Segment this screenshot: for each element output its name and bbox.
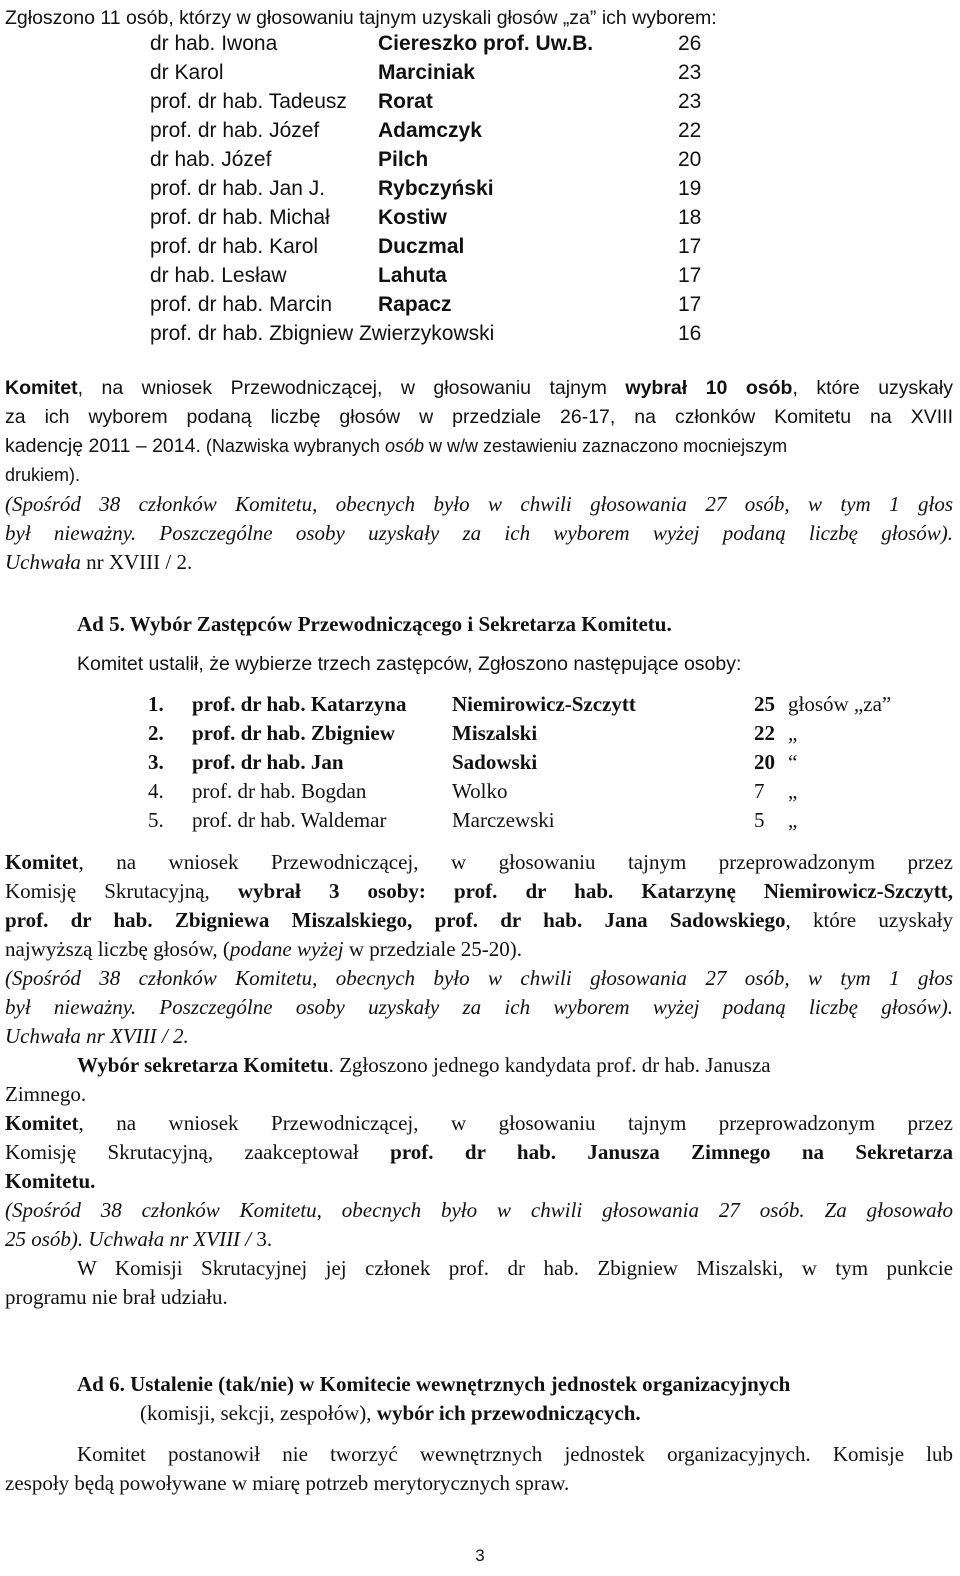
deputy-surname: Wolko bbox=[452, 779, 508, 803]
candidate-surname: Rorat bbox=[378, 90, 433, 113]
candidate-title: dr hab. Iwona bbox=[150, 32, 278, 55]
candidate-row bbox=[0, 319, 960, 348]
candidate-votes: 17 bbox=[678, 264, 702, 287]
candidate-row bbox=[0, 116, 960, 145]
candidate-row bbox=[0, 174, 960, 203]
candidate-title: prof. dr hab. Karol bbox=[150, 235, 319, 258]
candidate-title: prof. dr hab. Zbigniew Zwierzykowski bbox=[150, 322, 495, 345]
candidate-title: prof. dr hab. Marcin bbox=[150, 293, 333, 316]
candidate-row bbox=[0, 29, 960, 58]
ad6-heading-line-1: Ad 6. Ustalenie (tak/nie) w Komitecie wewnętrznych jednostek organizacyjnych bbox=[77, 1372, 791, 1396]
deputy-title: prof. dr hab. Katarzyna bbox=[192, 692, 407, 716]
ad5-p2-line-3: prof. dr hab. Zbigniewa Miszalskiego, prof. dr hab. Jana Sadowskiego, które uzyskały bbox=[5, 908, 954, 932]
deputy-surname: Sadowski bbox=[452, 750, 538, 774]
paragraph-1-line-6: był nieważny. Poszczególne osoby uzyskały za ich wyborem wyżej podaną liczbę głosów). bbox=[5, 521, 953, 545]
candidate-surname: Marciniak bbox=[378, 61, 475, 84]
deputy-surname: Marczewski bbox=[452, 808, 555, 832]
candidate-votes: 17 bbox=[678, 293, 702, 316]
candidate-row bbox=[0, 290, 960, 319]
ad5-p2-line-5: (Spośród 38 członków Komitetu, obecnych było w chwili głosowania 27 osób, w tym 1 głos bbox=[5, 966, 953, 990]
deputy-number: 1. bbox=[148, 692, 164, 716]
deputy-candidate-row bbox=[0, 748, 960, 777]
candidate-row bbox=[0, 58, 960, 87]
secretary-line-2: Zimnego. bbox=[5, 1082, 87, 1106]
candidate-surname: Kostiw bbox=[378, 206, 447, 229]
candidate-surname: Ciereszko prof. Uw.B. bbox=[378, 32, 594, 55]
deputy-number: 2. bbox=[148, 721, 164, 745]
candidate-surname: Pilch bbox=[378, 148, 429, 171]
candidate-votes: 18 bbox=[678, 206, 702, 229]
candidate-row bbox=[0, 261, 960, 290]
candidate-surname: Lahuta bbox=[378, 264, 447, 287]
ad5-p2-line-1: Komitet, na wniosek Przewodniczącej, w głosowaniu tajnym przeprowadzonym przez bbox=[5, 850, 953, 874]
candidate-surname: Rapacz bbox=[378, 293, 452, 316]
secretary-line-1: Wybór sekretarza Komitetu. Zgłoszono jednego kandydata prof. dr hab. Janusza bbox=[77, 1053, 771, 1077]
secretary-line-7: 25 osób). Uchwała nr XVIII / 3. bbox=[5, 1227, 273, 1251]
ad5-p2-line-4: najwyższą liczbę głosów, (podane wyżej w przedziale 25-20). bbox=[5, 937, 523, 961]
candidate-votes: 23 bbox=[678, 61, 702, 84]
candidate-votes: 16 bbox=[678, 322, 702, 345]
deputy-title: prof. dr hab. Jan bbox=[192, 750, 344, 774]
secretary-line-9: programu nie brał udziału. bbox=[5, 1285, 228, 1309]
secretary-line-4: Komisję Skrutacyjną, zaakceptował prof. dr hab. Janusza Zimnego na Sekretarza bbox=[5, 1140, 954, 1164]
intro-line: Zgłoszono 11 osób, którzy w głosowaniu tajnym uzyskali głosów „za” ich wyborem: bbox=[5, 7, 717, 29]
deputy-surname: Miszalski bbox=[452, 721, 538, 745]
candidate-row bbox=[0, 87, 960, 116]
deputy-votes: 20 bbox=[754, 750, 775, 774]
paragraph-1-line-1: Komitet, na wniosek Przewodniczącej, w głosowaniu tajnym wybrał 10 osób, które uzyskały bbox=[5, 377, 953, 399]
deputy-number: 5. bbox=[148, 808, 164, 832]
deputy-number: 4. bbox=[148, 779, 164, 803]
deputy-title: prof. dr hab. Waldemar bbox=[192, 808, 387, 832]
candidate-title: dr Karol bbox=[150, 61, 224, 84]
deputy-candidate-row bbox=[0, 806, 960, 835]
secretary-line-3: Komitet, na wniosek Przewodniczącej, w głosowaniu tajnym przeprowadzonym przez bbox=[5, 1111, 953, 1135]
deputy-candidate-row bbox=[0, 690, 960, 719]
candidate-surname: Duczmal bbox=[378, 235, 465, 258]
paragraph-1-line-5: (Spośród 38 członków Komitetu, obecnych było w chwili głosowania 27 osób, w tym 1 głos bbox=[5, 492, 953, 516]
ad5-p2-line-7: Uchwała nr XVIII / 2. bbox=[5, 1024, 189, 1048]
candidate-votes: 22 bbox=[678, 119, 702, 142]
deputy-votes: 5 bbox=[754, 808, 765, 832]
deputy-votes: 22 bbox=[754, 721, 775, 745]
deputy-number: 3. bbox=[148, 750, 164, 774]
deputy-votes: 25 bbox=[754, 692, 775, 716]
deputy-votes: 7 bbox=[754, 779, 765, 803]
paragraph-1-line-2: za ich wyborem podaną liczbę głosów w przedziale 26-17, na członków Komitetu na XVIII bbox=[5, 406, 953, 428]
candidate-title: prof. dr hab. Józef bbox=[150, 119, 320, 142]
deputy-votes-note: “ bbox=[788, 750, 798, 774]
candidate-votes: 19 bbox=[678, 177, 702, 200]
candidate-title: dr hab. Józef bbox=[150, 148, 272, 171]
deputy-votes-note: „ bbox=[788, 808, 798, 832]
candidate-title: prof. dr hab. Tadeusz bbox=[150, 90, 347, 113]
secretary-line-6: (Spośród 38 członków Komitetu, obecnych było w chwili głosowania 27 osób. Za głosowało bbox=[5, 1198, 953, 1222]
candidate-row bbox=[0, 203, 960, 232]
candidate-row bbox=[0, 232, 960, 261]
ad6-paragraph-line-2: zespoły będą powoływane w miarę potrzeb merytorycznych spraw. bbox=[5, 1471, 570, 1495]
paragraph-1-line-4: drukiem). bbox=[5, 465, 81, 485]
candidate-votes: 17 bbox=[678, 235, 702, 258]
deputy-title: prof. dr hab. Bogdan bbox=[192, 779, 367, 803]
paragraph-1-line-3: kadencję 2011 – 2014. (Nazwiska wybranych osób w w/w zestawieniu zaznaczono mocniejszym bbox=[5, 435, 788, 457]
candidate-surname: Adamczyk bbox=[378, 119, 482, 142]
candidate-row bbox=[0, 145, 960, 174]
page-number: 3 bbox=[475, 1546, 485, 1565]
secretary-line-5: Komitetu. bbox=[5, 1169, 96, 1193]
deputy-candidate-row bbox=[0, 777, 960, 806]
candidate-votes: 26 bbox=[678, 32, 702, 55]
deputy-title: prof. dr hab. Zbigniew bbox=[192, 721, 395, 745]
deputy-candidate-row bbox=[0, 719, 960, 748]
ad5-p2-line-2: Komisję Skrutacyjną, wybrał 3 osoby: prof. dr hab. Katarzynę Niemirowicz-Szczytt, bbox=[5, 879, 953, 903]
candidate-votes: 20 bbox=[678, 148, 702, 171]
ad6-paragraph-line-1: Komitet postanowił nie tworzyć wewnętrznych jednostek organizacyjnych. Komisje lub bbox=[77, 1442, 953, 1466]
deputy-votes-note: „ bbox=[788, 779, 798, 803]
candidate-title: dr hab. Lesław bbox=[150, 264, 287, 287]
deputy-votes-note: „ bbox=[788, 721, 798, 745]
candidate-surname: Rybczyński bbox=[378, 177, 494, 200]
deputy-surname: Niemirowicz-Szczytt bbox=[452, 692, 636, 716]
secretary-line-8: W Komisji Skrutacyjnej jej członek prof. dr hab. Zbigniew Miszalski, w tym punkcie bbox=[77, 1256, 953, 1280]
ad5-intro: Komitet ustalił, że wybierze trzech zastępców, Zgłoszono następujące osoby: bbox=[77, 653, 742, 675]
ad6-heading-line-2: (komisji, sekcji, zespołów), wybór ich przewodniczących. bbox=[140, 1401, 641, 1425]
candidate-title: prof. dr hab. Michał bbox=[150, 206, 330, 229]
ad5-heading: Ad 5. Wybór Zastępców Przewodniczącego i Sekretarza Komitetu. bbox=[77, 612, 672, 636]
paragraph-1-line-7: Uchwała nr XVIII / 2. bbox=[5, 550, 193, 574]
candidate-votes: 23 bbox=[678, 90, 702, 113]
candidate-title: prof. dr hab. Jan J. bbox=[150, 177, 326, 200]
ad5-p2-line-6: był nieważny. Poszczególne osoby uzyskały za ich wyborem wyżej podaną liczbę głosów). bbox=[5, 995, 953, 1019]
deputy-votes-note: głosów „za” bbox=[788, 692, 892, 716]
